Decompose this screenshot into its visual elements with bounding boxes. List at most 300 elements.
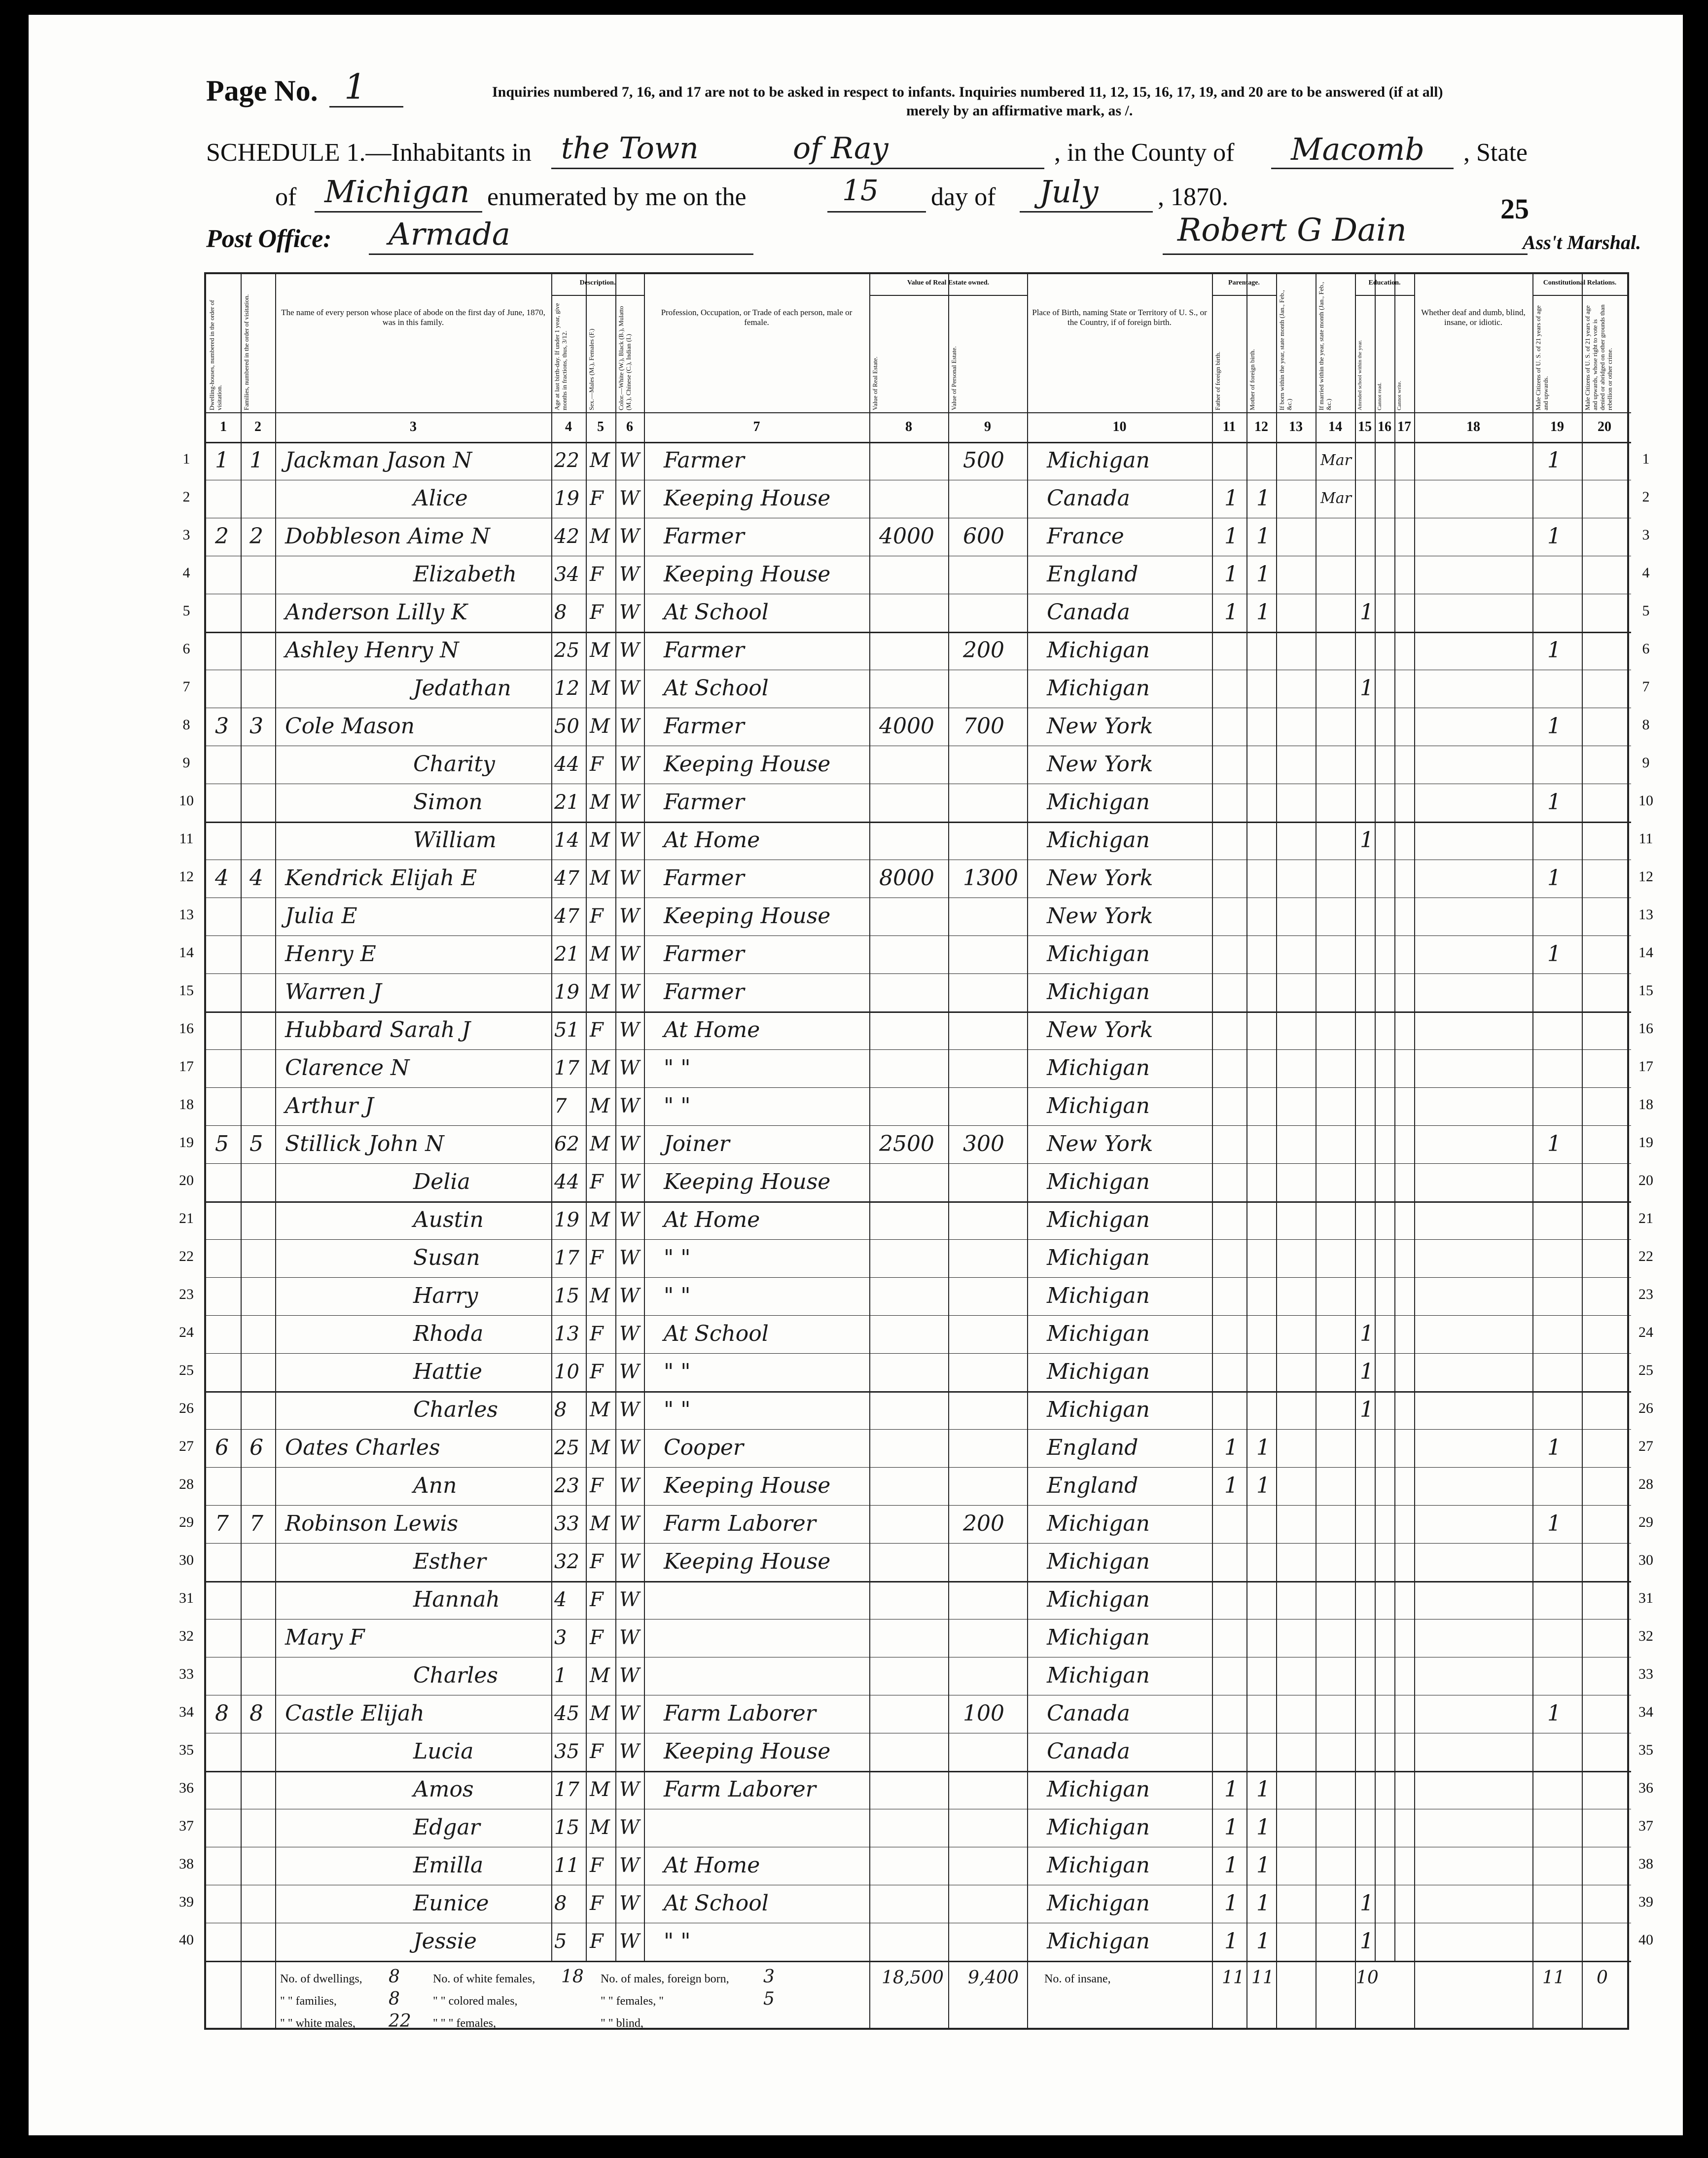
column-header-16: Cannot read. xyxy=(1377,382,1383,410)
schedule-prefix: SCHEDULE 1.—Inhabitants in xyxy=(206,139,532,167)
cell-birthplace: Michigan xyxy=(1047,979,1150,1005)
group-header-education: Education. xyxy=(1368,279,1401,287)
cell-name: Charles xyxy=(413,1663,498,1688)
cell-occupation: " " xyxy=(664,1055,691,1080)
cell-birthplace: Michigan xyxy=(1047,1891,1150,1916)
cell-occupation: " " xyxy=(664,1397,691,1422)
footer-dwellings-value: 8 xyxy=(389,1967,400,1987)
cell-school: 1 xyxy=(1360,1397,1374,1422)
line-number-left: 40 xyxy=(179,1932,194,1948)
footer-males-foreign-value: 3 xyxy=(763,1967,775,1987)
column-number-20: 20 xyxy=(1598,419,1611,434)
footer-total-mother-foreign: 11 xyxy=(1251,1968,1274,1988)
cell-family: 8 xyxy=(249,1701,263,1726)
cell-occupation: At Home xyxy=(664,1853,760,1878)
post-office-underline xyxy=(369,253,753,255)
cell-name: Oates Charles xyxy=(285,1435,440,1460)
line-number-left: 3 xyxy=(182,527,190,543)
cell-school: 1 xyxy=(1360,1321,1374,1346)
cell-age: 8 xyxy=(554,1399,567,1421)
cell-personal-estate: 100 xyxy=(963,1701,1004,1726)
cell-family: 2 xyxy=(249,524,263,549)
cell-color: W xyxy=(619,677,640,700)
cell-name: Arthur J xyxy=(285,1093,374,1118)
line-number-left: 26 xyxy=(179,1400,194,1416)
line-number-left: 1 xyxy=(182,451,190,467)
county-underline xyxy=(1271,168,1454,169)
line-number-left: 12 xyxy=(179,868,194,885)
cell-sex: M xyxy=(590,1057,610,1079)
cell-sex: F xyxy=(590,563,604,586)
cell-father-foreign: 1 xyxy=(1224,1891,1238,1916)
cell-sex: F xyxy=(590,1171,604,1193)
cell-occupation: Farmer xyxy=(664,448,745,473)
cell-sex: F xyxy=(590,1247,604,1269)
cell-age: 25 xyxy=(554,1437,579,1459)
cell-occupation: Farmer xyxy=(664,790,745,815)
cell-name: Austin xyxy=(413,1207,484,1232)
line-number-right: 17 xyxy=(1638,1058,1653,1075)
cell-father-foreign: 1 xyxy=(1224,1929,1238,1954)
cell-sex: F xyxy=(590,753,604,776)
column-header-3: The name of every person whose place of abode on the first day of June, 1870, was in this family. xyxy=(281,308,545,327)
cell-sex: M xyxy=(590,981,610,1004)
cell-mother-foreign: 1 xyxy=(1256,1815,1270,1840)
line-number-left: 14 xyxy=(179,944,194,961)
cell-color: W xyxy=(619,1664,640,1687)
cell-color: W xyxy=(619,1854,640,1877)
cell-occupation: Farmer xyxy=(664,524,745,549)
state-written: Michigan xyxy=(324,174,470,210)
cell-name: Kendrick Elijah E xyxy=(285,865,477,891)
cell-color: W xyxy=(619,981,640,1004)
cell-occupation: Farm Laborer xyxy=(664,1777,816,1802)
line-number-left: 15 xyxy=(179,982,194,999)
footer-column-rule xyxy=(1355,1961,1356,2028)
cell-personal-estate: 200 xyxy=(963,1511,1004,1536)
column-header-2: Families, numbered in the order of visitation. xyxy=(243,294,250,410)
cell-school: 1 xyxy=(1360,1891,1374,1916)
line-number-left: 22 xyxy=(179,1248,194,1264)
cell-mother-foreign: 1 xyxy=(1256,1853,1270,1878)
cell-color: W xyxy=(619,1437,640,1459)
cell-name: Alice xyxy=(413,486,468,511)
table-footer xyxy=(206,274,1627,2031)
line-number-left: 20 xyxy=(179,1172,194,1188)
cell-age: 22 xyxy=(554,449,579,472)
cell-birthplace: Michigan xyxy=(1047,1169,1150,1194)
cell-real-estate: 8000 xyxy=(879,865,934,891)
cell-name: Elizabeth xyxy=(413,562,517,587)
cell-name: Charles xyxy=(413,1397,498,1422)
cell-father-foreign: 1 xyxy=(1224,1777,1238,1802)
cell-father-foreign: 1 xyxy=(1224,1815,1238,1840)
cell-school: 1 xyxy=(1360,1359,1374,1384)
cell-name: Edgar xyxy=(413,1815,480,1840)
cell-birthplace: Michigan xyxy=(1047,1283,1150,1308)
cell-name: Simon xyxy=(413,790,483,815)
cell-name: Jackman Jason N xyxy=(285,448,472,473)
group-header-value-real-estate: Value of Real Estate owned. xyxy=(907,279,990,287)
cell-color: W xyxy=(619,1930,640,1953)
line-number-right: 27 xyxy=(1638,1438,1653,1454)
cell-occupation: Keeping House xyxy=(664,1169,831,1194)
cell-color: W xyxy=(619,1285,640,1307)
cell-birthplace: Michigan xyxy=(1047,676,1150,701)
cell-birthplace: Michigan xyxy=(1047,1093,1150,1118)
cell-married-month: Mar xyxy=(1320,452,1352,469)
cell-real-estate: 2500 xyxy=(879,1131,934,1156)
cell-occupation: At School xyxy=(664,600,769,625)
column-header-12: Mother of foreign birth. xyxy=(1248,349,1256,410)
year-label: , 1870. xyxy=(1158,183,1228,211)
column-number-8: 8 xyxy=(905,419,912,434)
footer-white-females-value: 18 xyxy=(561,1967,584,1987)
footer-total-personal-estate: 9,400 xyxy=(968,1968,1019,1988)
column-header-18: Whether deaf and dumb, blind, insane, or idiotic. xyxy=(1421,308,1526,327)
cell-sex: M xyxy=(590,1209,610,1231)
cell-father-foreign: 1 xyxy=(1224,1473,1238,1498)
cell-birthplace: Michigan xyxy=(1047,638,1150,663)
line-number-right: 40 xyxy=(1638,1932,1653,1948)
cell-name: Rhoda xyxy=(413,1321,484,1346)
cell-sex: M xyxy=(590,525,610,548)
cell-birthplace: Michigan xyxy=(1047,827,1150,853)
state-underline xyxy=(315,211,482,213)
cell-color: W xyxy=(619,1361,640,1383)
cell-dwelling: 5 xyxy=(215,1131,229,1156)
cell-sex: F xyxy=(590,1019,604,1042)
cell-age: 8 xyxy=(554,601,567,624)
cell-age: 4 xyxy=(554,1588,567,1611)
cell-citizen: 1 xyxy=(1547,941,1561,967)
cell-dwelling: 1 xyxy=(215,448,229,473)
county-prefix: , in the County of xyxy=(1054,139,1235,167)
cell-sex: F xyxy=(590,601,604,624)
line-number-left: 21 xyxy=(179,1210,194,1226)
line-number-left: 16 xyxy=(179,1020,194,1037)
cell-sex: F xyxy=(590,1323,604,1345)
cell-birthplace: Michigan xyxy=(1047,1397,1150,1422)
footer-total-real-estate: 18,500 xyxy=(882,1968,944,1988)
cell-age: 21 xyxy=(554,791,579,814)
cell-color: W xyxy=(619,1626,640,1649)
cell-sex: F xyxy=(590,1550,604,1573)
line-number-right: 7 xyxy=(1642,679,1650,695)
cell-mother-foreign: 1 xyxy=(1256,1891,1270,1916)
cell-color: W xyxy=(619,563,640,586)
column-header-11: Father of foreign birth. xyxy=(1214,351,1221,410)
cell-sex: M xyxy=(590,449,610,472)
line-number-right: 3 xyxy=(1642,527,1650,543)
cell-name: Jessie xyxy=(413,1929,477,1954)
footer-colored-males-label: " " colored males, xyxy=(433,1995,518,2008)
column-number-17: 17 xyxy=(1397,419,1411,434)
footer-white-males-value: 22 xyxy=(389,2011,411,2031)
line-number-right: 16 xyxy=(1638,1020,1653,1037)
cell-school: 1 xyxy=(1360,676,1374,701)
cell-sex: M xyxy=(590,1512,610,1535)
cell-sex: M xyxy=(590,1095,610,1117)
line-number-right: 26 xyxy=(1638,1400,1653,1416)
cell-sex: F xyxy=(590,487,604,510)
cell-color: W xyxy=(619,867,640,890)
cell-sex: M xyxy=(590,639,610,662)
cell-occupation: Farm Laborer xyxy=(664,1701,816,1726)
cell-age: 5 xyxy=(554,1930,567,1953)
cell-sex: F xyxy=(590,1740,604,1763)
column-number-2: 2 xyxy=(254,419,261,434)
cell-color: W xyxy=(619,1740,640,1763)
cell-birthplace: England xyxy=(1047,1435,1139,1460)
line-number-left: 19 xyxy=(179,1134,194,1151)
line-number-left: 31 xyxy=(179,1590,194,1606)
column-number-15: 15 xyxy=(1358,419,1372,434)
cell-birthplace: Michigan xyxy=(1047,1207,1150,1232)
state-label: , State xyxy=(1463,139,1528,167)
line-number-left: 5 xyxy=(182,603,190,619)
cell-personal-estate: 1300 xyxy=(963,865,1018,891)
cell-mother-foreign: 1 xyxy=(1256,1929,1270,1954)
column-header-10: Place of Birth, naming State or Territory of U. S., or the Country, if of foreign birth. xyxy=(1032,308,1207,327)
footer-families-label: " " families, xyxy=(280,1995,337,2008)
column-header-7: Profession, Occupation, or Trade of each person, male or female. xyxy=(661,308,853,327)
cell-color: W xyxy=(619,639,640,662)
cell-dwelling: 6 xyxy=(215,1435,229,1460)
footer-column-rule xyxy=(1276,1961,1277,2028)
column-header-14: If married within the year, state month (Jan., Feb., &c.) xyxy=(1317,282,1332,410)
cell-name: Robinson Lewis xyxy=(285,1511,459,1536)
cell-age: 13 xyxy=(554,1323,579,1345)
cell-color: W xyxy=(619,1171,640,1193)
post-office-label: Post Office: xyxy=(206,225,332,253)
cell-name: Dobbleson Aime N xyxy=(285,524,490,549)
cell-name: Castle Elijah xyxy=(285,1701,425,1726)
cell-color: W xyxy=(619,449,640,472)
cell-age: 50 xyxy=(554,715,579,738)
cell-name: Cole Mason xyxy=(285,714,415,739)
cell-birthplace: New York xyxy=(1047,1017,1153,1043)
line-number-right: 30 xyxy=(1638,1552,1653,1568)
cell-name: William xyxy=(413,827,497,853)
line-number-left: 35 xyxy=(179,1742,194,1758)
cell-color: W xyxy=(619,1133,640,1155)
cell-age: 12 xyxy=(554,677,579,700)
cell-mother-foreign: 1 xyxy=(1256,562,1270,587)
cell-birthplace: Michigan xyxy=(1047,1321,1150,1346)
cell-father-foreign: 1 xyxy=(1224,1853,1238,1878)
column-number-1: 1 xyxy=(220,419,227,434)
footer-families-value: 8 xyxy=(389,1989,400,2009)
footer-females-foreign-label: " " females, " xyxy=(601,1995,664,2008)
line-number-right: 31 xyxy=(1638,1590,1653,1606)
cell-age: 21 xyxy=(554,943,579,966)
line-number-left: 10 xyxy=(179,792,194,809)
cell-mother-foreign: 1 xyxy=(1256,1777,1270,1802)
cell-sex: F xyxy=(590,1892,604,1915)
column-number-11: 11 xyxy=(1222,419,1236,434)
cell-birthplace: Michigan xyxy=(1047,1663,1150,1688)
page-number-underline xyxy=(329,106,403,108)
cell-birthplace: Michigan xyxy=(1047,1245,1150,1270)
line-number-right: 20 xyxy=(1638,1172,1653,1188)
cell-color: W xyxy=(619,1816,640,1839)
line-number-right: 33 xyxy=(1638,1666,1653,1682)
column-header-20: Male Citizens of U. S. of 21 years of age and upwards, whose right to vote is denied or abridged on other grounds than rebellion or other crime. xyxy=(1584,304,1613,410)
cell-citizen: 1 xyxy=(1547,1131,1561,1156)
cell-occupation: Keeping House xyxy=(664,562,831,587)
footer-column-rule xyxy=(1027,1961,1028,2028)
cell-age: 19 xyxy=(554,981,579,1004)
line-number-right: 18 xyxy=(1638,1096,1653,1113)
cell-age: 51 xyxy=(554,1019,579,1042)
cell-birthplace: Michigan xyxy=(1047,1853,1150,1878)
page-number-value: 1 xyxy=(344,67,366,107)
cell-age: 42 xyxy=(554,525,579,548)
cell-sex: M xyxy=(590,715,610,738)
column-header-5: Sex.—Males (M.), Females (F.) xyxy=(588,328,595,410)
footer-white-males-label: " " white males, xyxy=(280,2017,356,2030)
cell-mother-foreign: 1 xyxy=(1256,1435,1270,1460)
day-of-label: day of xyxy=(931,183,996,211)
cell-birthplace: Michigan xyxy=(1047,941,1150,967)
cell-age: 47 xyxy=(554,905,579,928)
cell-name: Warren J xyxy=(285,979,382,1005)
line-number-right: 39 xyxy=(1638,1894,1653,1910)
instructions-line-2: merely by an affirmative mark, as /. xyxy=(906,103,1133,119)
line-number-left: 4 xyxy=(182,565,190,581)
cell-color: W xyxy=(619,1209,640,1231)
of-label: of xyxy=(275,183,297,211)
cell-name: Delia xyxy=(413,1169,470,1194)
cell-birthplace: New York xyxy=(1047,903,1153,929)
cell-sex: F xyxy=(590,1854,604,1877)
footer-insane-label: No. of insane, xyxy=(1044,1973,1111,1985)
cell-birthplace: Michigan xyxy=(1047,1359,1150,1384)
line-number-left: 8 xyxy=(182,717,190,733)
line-number-right: 21 xyxy=(1638,1210,1653,1226)
cell-occupation: Keeping House xyxy=(664,1739,831,1764)
cell-color: W xyxy=(619,829,640,852)
line-number-right: 11 xyxy=(1638,830,1653,847)
line-number-left: 13 xyxy=(179,906,194,923)
cell-color: W xyxy=(619,1512,640,1535)
line-number-left: 30 xyxy=(179,1552,194,1568)
cell-color: W xyxy=(619,1588,640,1611)
line-number-left: 17 xyxy=(179,1058,194,1075)
cell-birthplace: New York xyxy=(1047,714,1153,739)
column-number-18: 18 xyxy=(1466,419,1480,434)
line-number-right: 8 xyxy=(1642,717,1650,733)
cell-color: W xyxy=(619,1399,640,1421)
cell-age: 3 xyxy=(554,1626,567,1649)
cell-mother-foreign: 1 xyxy=(1256,486,1270,511)
cell-color: W xyxy=(619,1019,640,1042)
cell-name: Ann xyxy=(413,1473,457,1498)
line-number-left: 18 xyxy=(179,1096,194,1113)
column-header-13: If born within the year, state month (Jan., Feb., &c.) xyxy=(1278,290,1293,410)
line-number-right: 22 xyxy=(1638,1248,1653,1264)
cell-color: W xyxy=(619,1057,640,1079)
cell-name: Hubbard Sarah J xyxy=(285,1017,471,1043)
cell-name: Ashley Henry N xyxy=(285,638,459,663)
line-number-right: 29 xyxy=(1638,1514,1653,1530)
cell-birthplace: Michigan xyxy=(1047,1511,1150,1536)
line-number-left: 38 xyxy=(179,1856,194,1872)
footer-blind-label: " " blind, xyxy=(601,2017,643,2030)
column-number-16: 16 xyxy=(1378,419,1391,434)
cell-father-foreign: 1 xyxy=(1224,600,1238,625)
group-header-description: Description. xyxy=(579,279,616,287)
marshal-underline xyxy=(1163,253,1528,255)
footer-males-foreign-label: No. of males, foreign born, xyxy=(601,1973,729,1985)
cell-name: Stillick John N xyxy=(285,1131,444,1156)
cell-age: 1 xyxy=(554,1664,567,1687)
line-number-right: 24 xyxy=(1638,1324,1653,1340)
cell-name: Hannah xyxy=(413,1587,500,1612)
line-number-right: 2 xyxy=(1642,489,1650,505)
column-number-19: 19 xyxy=(1550,419,1564,434)
cell-birthplace: Canada xyxy=(1047,600,1130,625)
line-number-right: 37 xyxy=(1638,1818,1653,1834)
cell-dwelling: 8 xyxy=(215,1701,229,1726)
line-number-left: 28 xyxy=(179,1476,194,1492)
column-header-17: Cannot write. xyxy=(1396,381,1402,410)
line-numbers-left xyxy=(172,15,201,2135)
footer-column-rule xyxy=(1212,1961,1213,2028)
page-number-label: Page No. xyxy=(206,74,318,107)
cell-age: 11 xyxy=(554,1854,579,1877)
cell-real-estate: 4000 xyxy=(879,524,934,549)
footer-total-denied: 0 xyxy=(1597,1968,1608,1988)
post-office-written: Armada xyxy=(389,216,510,252)
footer-column-rule xyxy=(1414,1961,1415,2028)
cell-color: W xyxy=(619,943,640,966)
cell-sex: M xyxy=(590,1399,610,1421)
cell-sex: F xyxy=(590,1930,604,1953)
cell-occupation: " " xyxy=(664,1359,691,1384)
cell-citizen: 1 xyxy=(1547,790,1561,815)
cell-color: W xyxy=(619,715,640,738)
cell-occupation: Keeping House xyxy=(664,903,831,929)
cell-citizen: 1 xyxy=(1547,714,1561,739)
cell-citizen: 1 xyxy=(1547,1511,1561,1536)
cell-sex: M xyxy=(590,791,610,814)
column-number-4: 4 xyxy=(565,419,572,434)
column-number-9: 9 xyxy=(984,419,991,434)
cell-father-foreign: 1 xyxy=(1224,562,1238,587)
cell-age: 32 xyxy=(554,1550,579,1573)
place-written: the Town xyxy=(561,131,699,166)
cell-married-month: Mar xyxy=(1320,490,1352,507)
cell-color: W xyxy=(619,1892,640,1915)
line-number-left: 39 xyxy=(179,1894,194,1910)
cell-occupation: Cooper xyxy=(664,1435,744,1460)
column-header-8: Value of Real Estate. xyxy=(871,356,879,410)
cell-personal-estate: 700 xyxy=(963,714,1004,739)
cell-age: 35 xyxy=(554,1740,579,1763)
line-number-left: 23 xyxy=(179,1286,194,1302)
column-header-6: Color.—White (W.), Black (B.), Mulatto (M.), Chinese (C.), Indian (I.) xyxy=(617,306,632,410)
cell-age: 17 xyxy=(554,1247,579,1269)
cell-citizen: 1 xyxy=(1547,865,1561,891)
place-underline xyxy=(551,168,1044,169)
cell-age: 17 xyxy=(554,1778,579,1801)
cell-birthplace: France xyxy=(1047,524,1124,549)
line-number-right: 36 xyxy=(1638,1780,1653,1796)
line-number-left: 9 xyxy=(182,755,190,771)
cell-name: Hattie xyxy=(413,1359,483,1384)
